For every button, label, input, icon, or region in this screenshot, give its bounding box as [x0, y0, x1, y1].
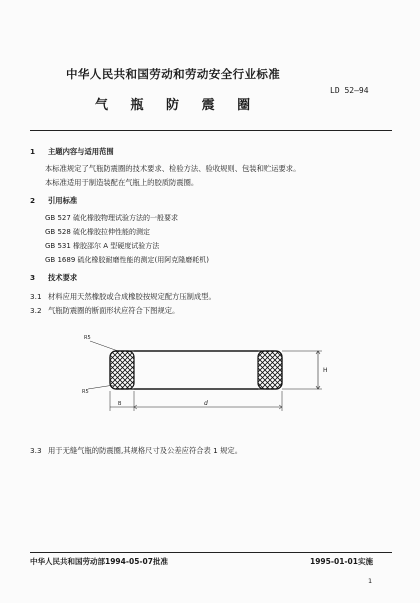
b-label: B: [118, 401, 122, 407]
section-1-para-1: 本标准规定了气瓶防震圈的技术要求、检验方法、验收规则、包装和贮运要求。: [45, 164, 301, 173]
clause-3-1-text: 材料应用天然橡胶或合成橡胶按规定配方压制成型。: [48, 292, 216, 301]
reference-gb527: GB 527 硫化橡胶物理试验方法的一般要求: [45, 214, 179, 222]
clause-3-3-text: 用于无缝气瓶的防震圈,其规格尺寸及公差应符合表 1 规定。: [48, 446, 243, 455]
section-3-number: 3: [30, 273, 36, 282]
d-label: d: [204, 400, 208, 407]
issuing-authority-title: 中华人民共和国劳动和劳动安全行业标准: [66, 67, 281, 81]
header-rule: [30, 130, 392, 131]
footer-rule: [30, 552, 392, 553]
section-2-number: 2: [30, 196, 36, 205]
effective-date: 1995-01-01实施: [310, 557, 373, 566]
section-3-title: 技术要求: [48, 273, 78, 282]
r5-top-leader: [90, 341, 118, 351]
r5-top-label: R5: [84, 335, 91, 341]
section-2-title: 引用标准: [48, 196, 78, 205]
clause-3-2-number: 3.2: [30, 306, 42, 315]
page-number: 1: [368, 577, 373, 585]
clause-3-3-number: 3.3: [30, 446, 42, 455]
clause-3-1-number: 3.1: [30, 292, 42, 301]
section-1-title: 主题内容与适用范围: [48, 147, 114, 156]
reference-gb531: GB 531 橡胶邵尔 A 型硬度试验方法: [45, 242, 160, 250]
standard-code: LD 52—94: [330, 86, 369, 95]
reference-gb1689: GB 1689 硫化橡胶耐磨性能的测定(用阿克隆磨耗机): [45, 256, 209, 264]
approval-date: 中华人民共和国劳动部1994-05-07批准: [30, 557, 168, 566]
r5-bottom-label: R5: [82, 389, 89, 395]
h-label: H: [323, 367, 328, 374]
right-hatched-section: [258, 351, 282, 389]
document-title: 气 瓶 防 震 圈: [95, 98, 251, 113]
left-hatched-section: [110, 351, 134, 389]
section-1-para-2: 本标准适用于制造装配在气瓶上的胶质防震圈。: [45, 178, 199, 187]
ring-outline: [110, 351, 282, 389]
reference-gb528: GB 528 硫化橡胶拉伸性能的测定: [45, 228, 151, 236]
shock-ring-cross-section-figure: [70, 325, 350, 425]
section-1-number: 1: [30, 147, 36, 156]
clause-3-2-text: 气瓶防震圈的断面形状应符合下图规定。: [48, 306, 180, 315]
